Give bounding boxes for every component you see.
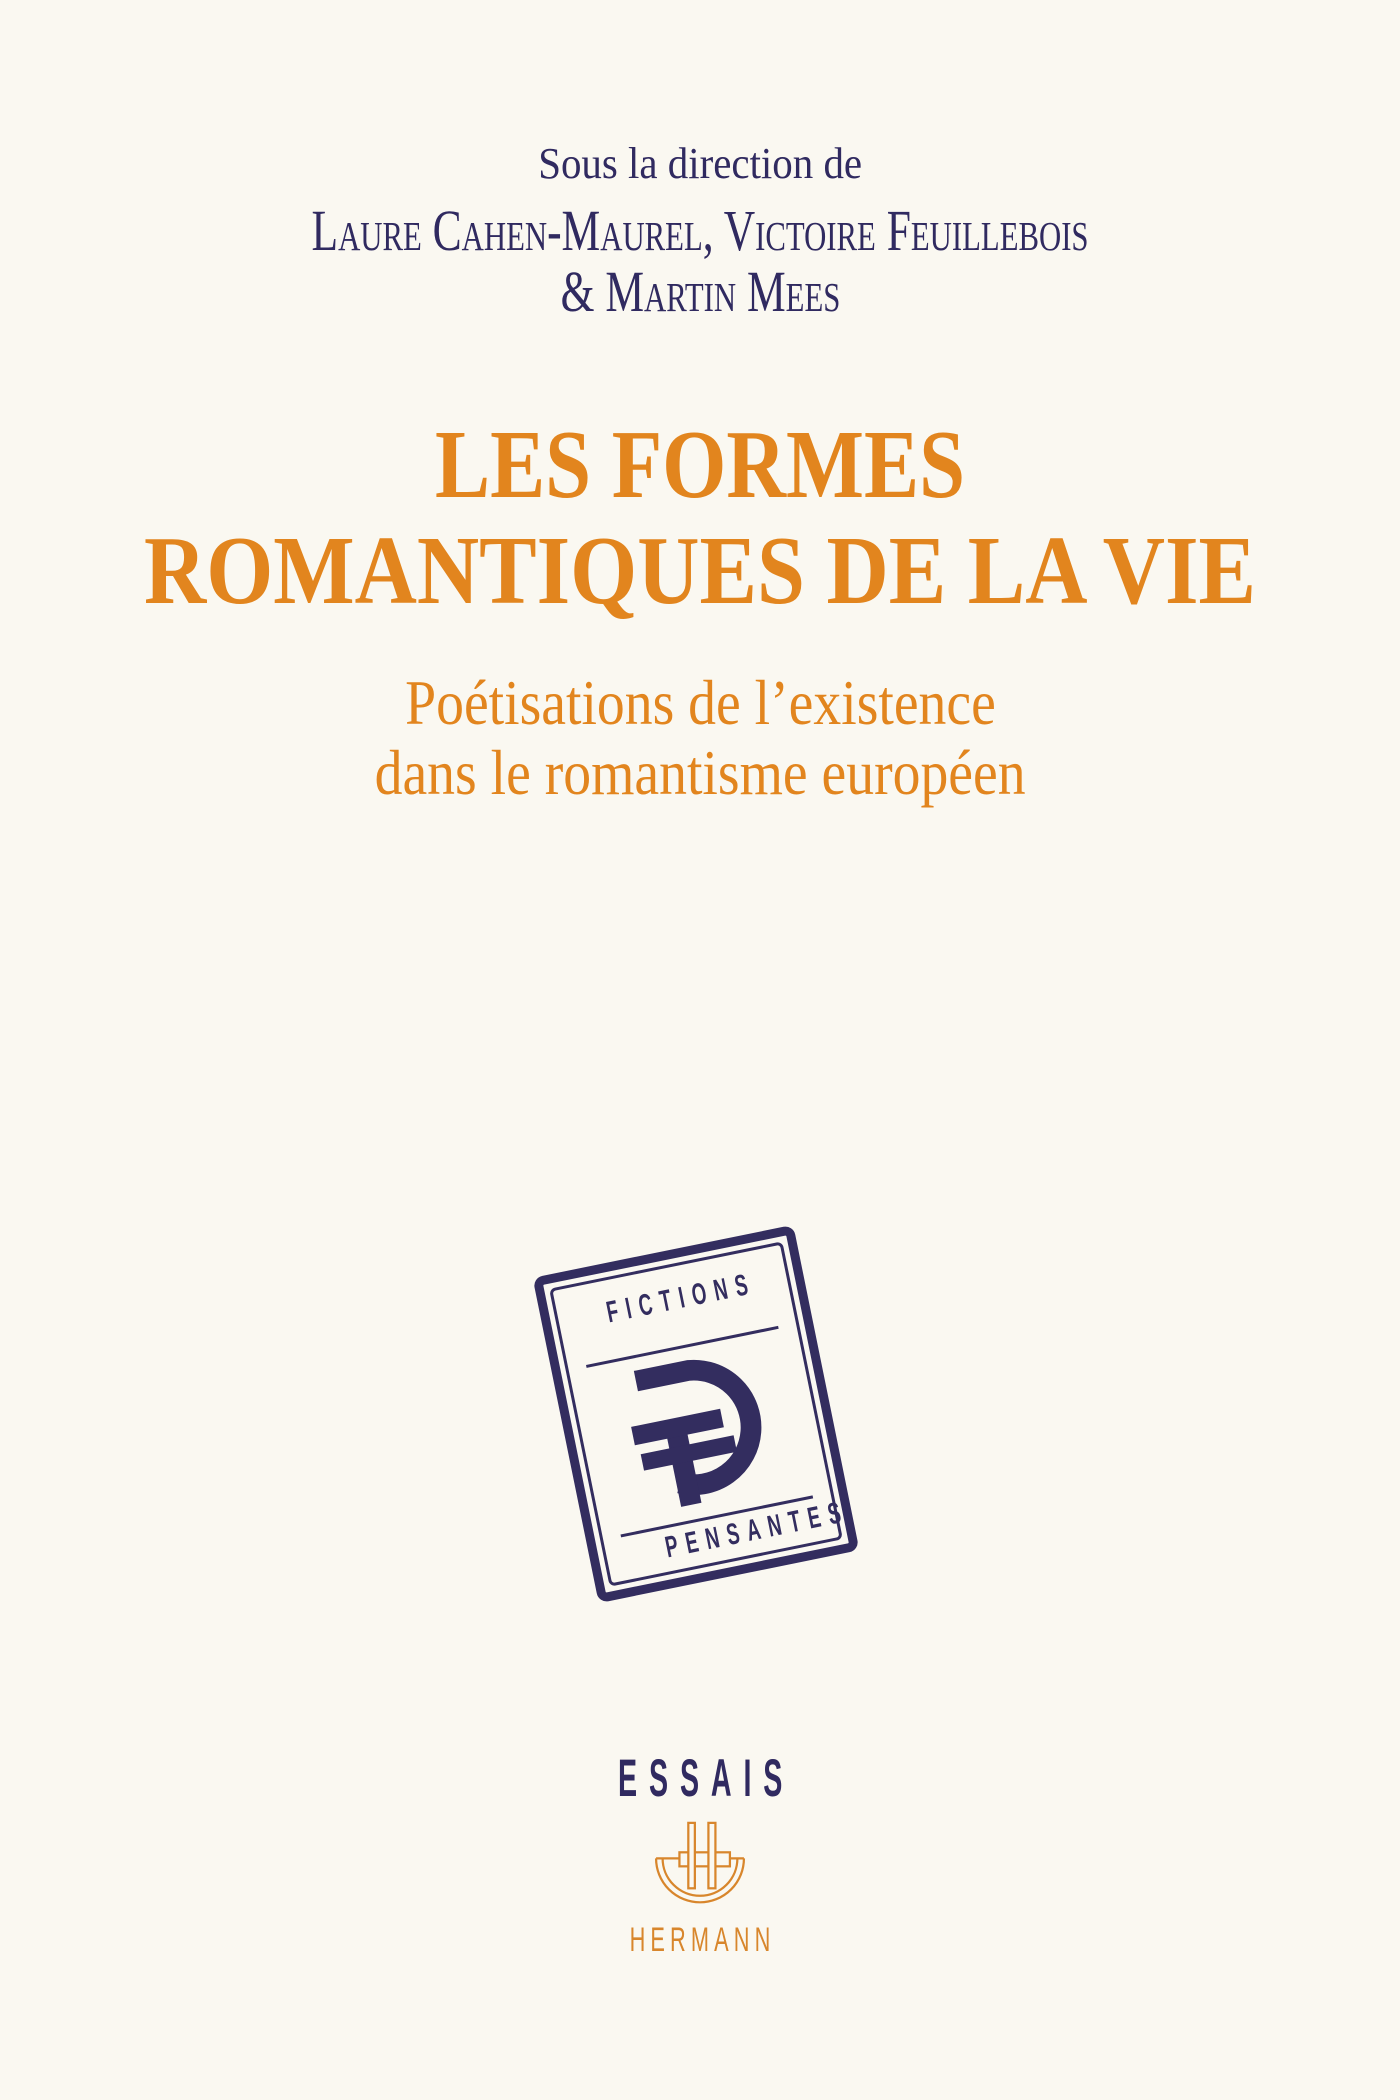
editors-lead-in <box>0 138 1400 189</box>
fp-monogram-icon <box>610 1338 788 1523</box>
book-subtitle-line1: Poétisations de l’existence <box>404 667 996 738</box>
book-subtitle-line2: dans le romantisme européen <box>374 737 1026 808</box>
collection-stamp <box>533 1225 860 1603</box>
series-label: ESSAIS <box>617 1749 795 1808</box>
book-title-line2: ROMANTIQUES DE LA VIE <box>144 517 1256 624</box>
book-title <box>0 400 1400 680</box>
editors-lead-in-text: Sous la direction de <box>538 139 862 188</box>
book-title-line1: LES FORMES <box>435 411 965 518</box>
editors-names-line1 <box>0 197 1400 264</box>
editors-names-line2-text: & Martin Mees <box>560 259 840 324</box>
publisher-name: HERMANN <box>629 1921 776 1959</box>
book-subtitle <box>0 668 1400 808</box>
stamp-word-pensantes: PENSANTES <box>662 1494 852 1565</box>
hermann-chalice-icon <box>653 1821 747 1907</box>
stamp-word-fictions: FICTIONS <box>603 1266 759 1330</box>
editors-names-line1-text: Laure Cahen-Maurel, Victoire Feuillebois <box>311 198 1089 263</box>
editors-names-line2 <box>0 258 1400 325</box>
